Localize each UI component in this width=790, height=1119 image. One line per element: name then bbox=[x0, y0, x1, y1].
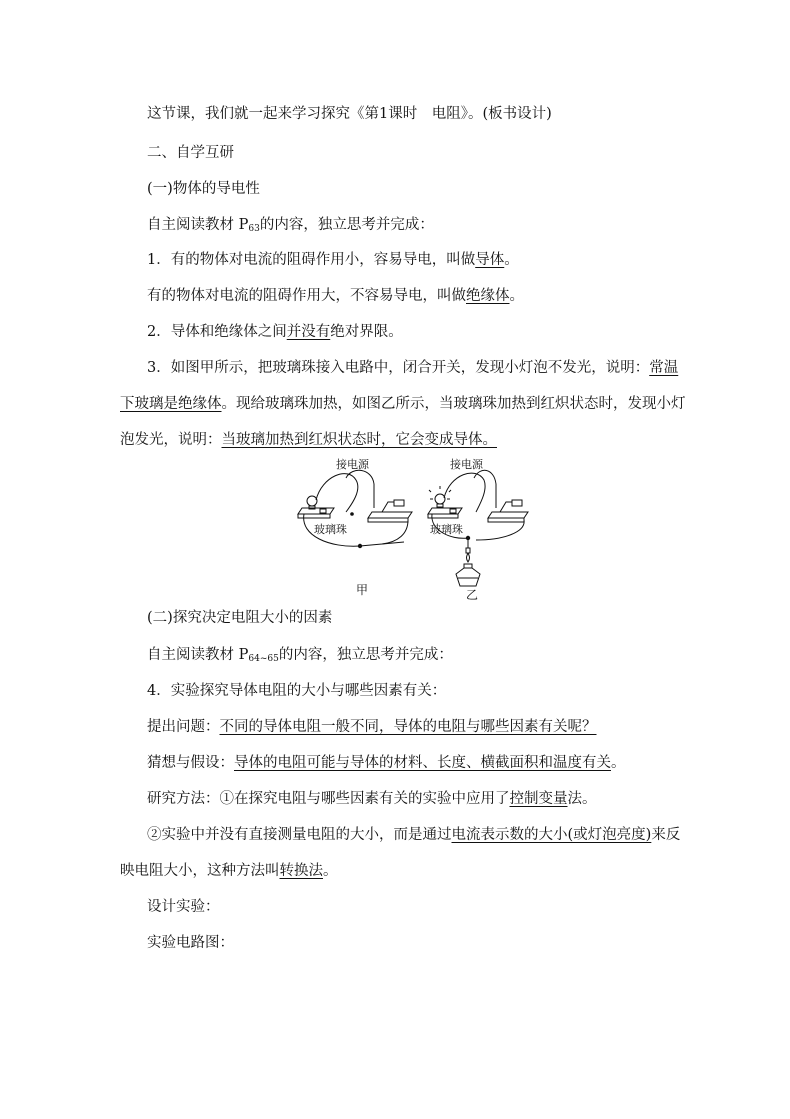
reading-instruction-2: 自主阅读教材 $P_{64\sim 65}$的内容，独立思考并完成： bbox=[147, 647, 453, 664]
research-method-2-line-1: ②实验中并没有直接测量电阻的大小，而是通过电流表示数的大小(或灯泡亮度)来反 bbox=[147, 827, 681, 843]
bulb-off-icon bbox=[307, 496, 317, 506]
answer-insulator: 绝缘体 bbox=[466, 288, 510, 304]
answer-glass-conductor: 当玻璃加热到红炽状态时，它会变成导体。 bbox=[221, 432, 497, 448]
intro-line: 这节课，我们就一起来学习探究《第1课时 电阻》。(板书设计) bbox=[147, 106, 552, 122]
answer-ammeter-reading: 电流表示数的大小(或灯泡亮度) bbox=[451, 827, 652, 843]
answer-room-temp: 常温 bbox=[649, 360, 679, 376]
item-3-line-2: 下玻璃是绝缘体。现给玻璃珠加热，如图乙所示，当玻璃珠加热到红炽状态时，发现小灯 bbox=[120, 396, 686, 412]
item-4: 4．实验探究导体电阻的大小与哪些因素有关： bbox=[147, 683, 447, 699]
glass-bead-circuit-figure bbox=[290, 456, 550, 602]
raise-question: 提出问题：不同的导体电阻一般不同，导体的电阻与哪些因素有关呢？ bbox=[147, 719, 597, 735]
caption-yi: 乙 bbox=[466, 588, 479, 602]
answer-control-variable: 控制变量 bbox=[509, 791, 568, 807]
item-3-line-3: 泡发光，说明：当玻璃加热到红炽状态时，它会变成导体。 bbox=[120, 432, 497, 448]
subsection-heading-conductivity: (一)物体的导电性 bbox=[147, 181, 260, 197]
answer-question: 不同的导体电阻一般不同，导体的电阻与哪些因素有关呢？ bbox=[219, 719, 597, 735]
bead-label-right: 玻璃珠 bbox=[430, 523, 463, 536]
section-heading-self-study: 二、自学互研 bbox=[147, 145, 234, 161]
bead-label-left: 玻璃珠 bbox=[314, 523, 347, 536]
answer-conductor: 导体 bbox=[475, 252, 505, 268]
item-2: 2．导体和绝缘体之间并没有绝对界限。 bbox=[147, 324, 403, 340]
answer-conversion-method: 转换法 bbox=[279, 863, 323, 879]
experiment-circuit-diagram-label: 实验电路图： bbox=[147, 935, 234, 951]
answer-hypothesis: 导体的电阻可能与导体的材料、长度、横截面积和温度有关 bbox=[234, 755, 611, 771]
subsection-heading-resistance-factors: (二)探究决定电阻大小的因素 bbox=[147, 610, 333, 626]
answer-no-absolute: 并没有 bbox=[286, 324, 331, 340]
design-experiment: 设计实验： bbox=[147, 899, 220, 915]
bulb-lit-icon bbox=[435, 494, 445, 504]
circuit-diagram bbox=[290, 456, 550, 602]
power-label-right: 接电源 bbox=[450, 458, 483, 471]
item-1-conductor: 1．有的物体对电流的阻碍作用小，容易导电，叫做导体。 bbox=[147, 252, 519, 268]
item-1-insulator: 有的物体对电流的阻碍作用大，不容易导电，叫做绝缘体。 bbox=[147, 288, 524, 304]
reading-instruction-1: 自主阅读教材 $P_{63}$的内容，独立思考并完成： bbox=[147, 217, 434, 234]
hypothesis: 猜想与假设：导体的电阻可能与导体的材料、长度、横截面积和温度有关。 bbox=[147, 755, 626, 771]
research-method-1: 研究方法：①在探究电阻与哪些因素有关的实验中应用了控制变量法。 bbox=[147, 791, 597, 807]
research-method-2-line-2: 映电阻大小，这种方法叫转换法。 bbox=[120, 863, 338, 879]
power-label-left: 接电源 bbox=[336, 458, 369, 471]
answer-glass-insulator: 下玻璃是绝缘体 bbox=[120, 396, 222, 412]
item-3-line-1: 3．如图甲所示，把玻璃珠接入电路中，闭合开关，发现小灯泡不发光，说明：常温 bbox=[147, 360, 679, 376]
caption-jia: 甲 bbox=[356, 583, 369, 597]
